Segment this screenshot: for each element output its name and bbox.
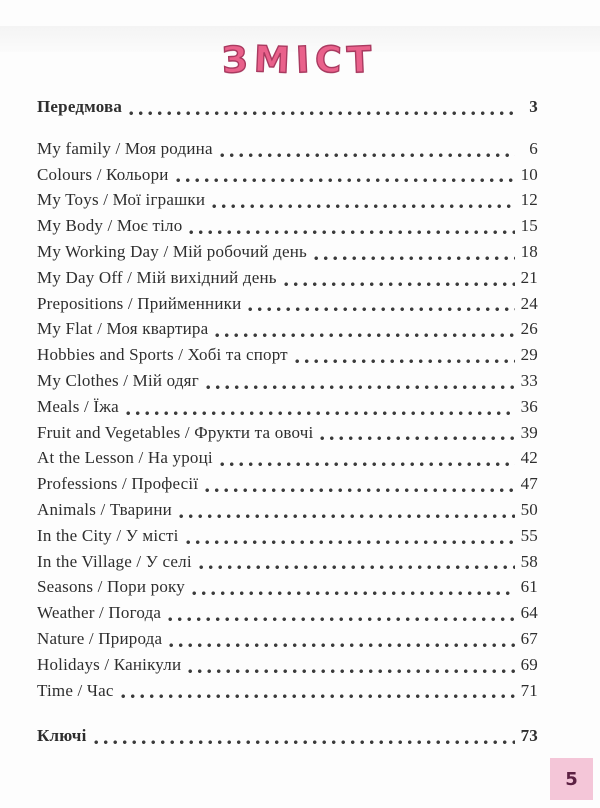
toc-entry-label: Nature / Природа [37, 628, 163, 648]
toc-row [37, 94, 538, 120]
toc-row [37, 342, 538, 368]
toc-entry-page: 12 [520, 190, 538, 210]
toc-entry-label: Ключі [37, 726, 87, 746]
toc-entry-page: 36 [520, 396, 538, 416]
dot-leader [179, 514, 515, 519]
toc-entry-page: 6 [529, 138, 538, 158]
page-number-badge [550, 758, 593, 800]
dot-leader [206, 385, 515, 390]
toc-row [37, 291, 538, 317]
toc-entry-page: 39 [520, 422, 538, 442]
dot-leader [320, 436, 515, 441]
toc-row [37, 600, 538, 626]
toc-entry-label: My Clothes / Мій одяг [37, 370, 199, 390]
page-title: ЗМІСТ [221, 39, 379, 82]
toc-row [37, 394, 538, 420]
dot-leader [186, 540, 515, 545]
toc-entry-label: Передмова [37, 97, 123, 116]
toc-entry-page: 42 [520, 448, 538, 468]
dot-leader [314, 256, 515, 261]
toc-entry-label: In the Village / У селі [37, 551, 192, 571]
toc-entry-page: 18 [520, 241, 538, 261]
toc-row [37, 162, 538, 188]
toc-entry-label: My Flat / Моя квартира [37, 319, 209, 339]
toc-row [37, 239, 538, 265]
toc-entry-page: 10 [520, 164, 538, 184]
toc-entry-label: Seasons / Пори року [37, 577, 185, 597]
toc-entry-label: Hobbies and Sports / Хобі та спорт [37, 345, 288, 365]
toc-entry-page: 26 [520, 319, 538, 339]
toc-entry-label: My Body / Моє тіло [37, 216, 183, 236]
toc-list [0, 94, 600, 749]
dot-leader [126, 411, 515, 416]
toc-entry-page: 47 [520, 474, 538, 494]
toc-row [37, 523, 538, 549]
dot-leader [284, 282, 515, 287]
dot-leader [94, 740, 515, 745]
toc-entry-page: 73 [520, 726, 538, 746]
toc-entry-label: At the Lesson / На уроці [37, 448, 213, 468]
toc-entry-label: Colours / Кольори [37, 164, 169, 184]
page-number: 5 [565, 768, 578, 790]
toc-row [37, 497, 538, 523]
dot-leader [199, 565, 515, 570]
toc-row [37, 471, 538, 497]
toc-entry-label: Animals / Тварини [37, 499, 172, 519]
toc-entry-label: Prepositions / Прийменники [37, 293, 242, 313]
toc-entry-label: My Day Off / Мій вихідний день [37, 267, 277, 287]
toc-row [37, 652, 538, 678]
toc-entry-page: 3 [529, 97, 538, 116]
toc-entry-label: My family / Моя родина [37, 138, 213, 158]
toc-entry-label: My Working Day / Мій робочий день [37, 241, 307, 261]
dot-leader [189, 230, 515, 235]
toc-row [37, 723, 538, 749]
toc-entry-label: Time / Час [37, 680, 114, 700]
dot-leader [295, 359, 515, 364]
toc-entry-page: 50 [520, 499, 538, 519]
dot-leader [220, 462, 515, 467]
toc-row [37, 420, 538, 446]
dot-leader [248, 307, 515, 312]
dot-leader [121, 694, 515, 699]
dot-leader [168, 617, 515, 622]
toc-entry-page: 67 [520, 628, 538, 648]
dot-leader [188, 669, 515, 674]
toc-entry-page: 55 [520, 525, 538, 545]
toc-entry-page: 71 [520, 680, 538, 700]
toc-row [37, 213, 538, 239]
toc-row [37, 445, 538, 471]
toc-entry-page: 69 [520, 654, 538, 674]
toc-row [37, 678, 538, 704]
toc-row [37, 136, 538, 162]
toc-row [37, 368, 538, 394]
toc-entry-page: 61 [520, 577, 538, 597]
toc-row [37, 265, 538, 291]
toc-entry-label: Fruit and Vegetables / Фрукти та овочі [37, 422, 314, 442]
dot-leader [212, 204, 515, 209]
toc-entry-label: Holidays / Канікули [37, 654, 182, 674]
toc-entry-label: Professions / Професії [37, 474, 199, 494]
toc-entry-label: Meals / Їжа [37, 396, 119, 416]
dot-leader [176, 178, 515, 183]
toc-entry-page: 64 [520, 603, 538, 623]
toc-entry-page: 15 [520, 216, 538, 236]
dot-leader [215, 333, 515, 338]
toc-entry-page: 33 [520, 370, 538, 390]
dot-leader [205, 488, 515, 493]
dot-leader [169, 643, 515, 648]
toc-entry-label: My Toys / Мої іграшки [37, 190, 206, 210]
toc-row [37, 316, 538, 342]
dot-leader [220, 153, 515, 158]
toc-entry-page: 24 [520, 293, 538, 313]
dot-leader [192, 591, 515, 596]
toc-entry-page: 29 [520, 345, 538, 365]
toc-entry-label: Weather / Погода [37, 603, 162, 623]
toc-entry-page: 58 [520, 551, 538, 571]
dot-leader [129, 111, 515, 116]
toc-row [37, 549, 538, 575]
toc-row [37, 626, 538, 652]
toc-entry-page: 21 [520, 267, 538, 287]
toc-entry-label: In the City / У місті [37, 525, 179, 545]
toc-row [37, 187, 538, 213]
toc-row [37, 574, 538, 600]
